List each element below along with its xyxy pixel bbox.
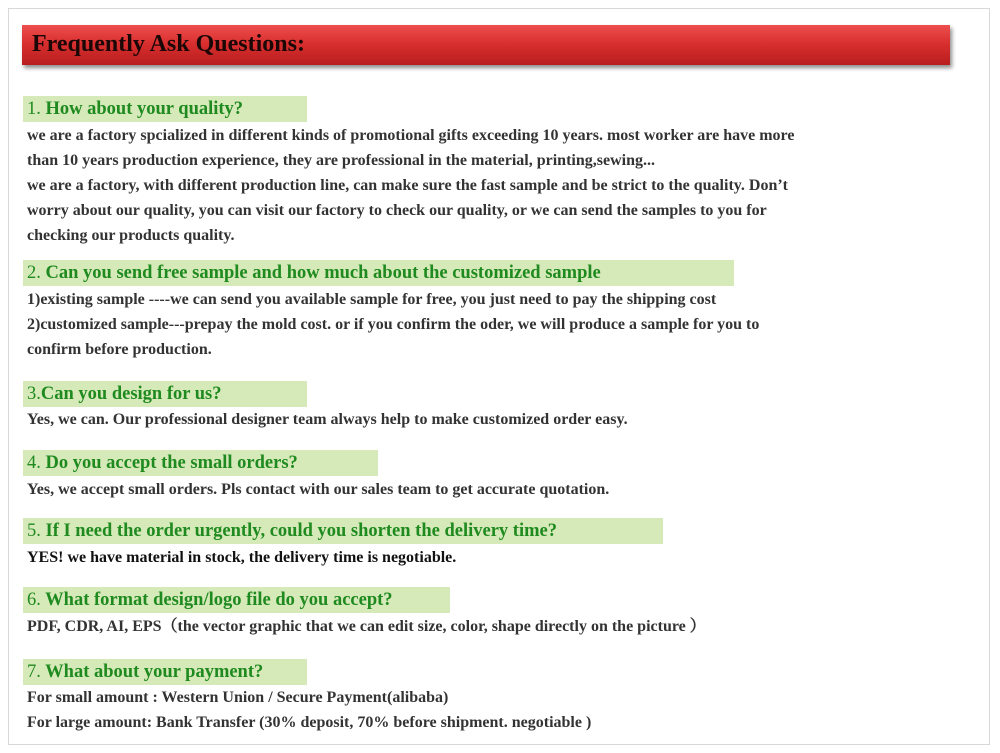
answer-line: we are a factory, with different production line, can make sure the fast sample and be strict to the quality. Don’t [27,177,788,194]
faq-question-text: What about your payment? [45,662,264,682]
faq-question-5 [23,518,663,544]
faq-question-4 [23,450,378,476]
faq-question-text: How about your quality? [45,99,244,119]
answer-line: For large amount: Bank Transfer (30% deposit, 70% before shipment. negotiable ) [27,714,592,731]
faq-question-2 [23,260,734,286]
faq-number: 1. [27,99,41,119]
faq-question-text: If I need the order urgently, could you shorten the delivery time? [45,521,557,541]
faq-number: 4. [27,453,41,473]
faq-question-text: Can you send free sample and how much about the customized sample [45,263,601,283]
faq-answer-3 [27,407,957,432]
answer-line: PDF, CDR, AI, EPS（the vector graphic that we can edit size, color, shape directly on the picture ） [27,618,706,635]
faq-question-7 [23,659,307,685]
faq-question-text: Do you accept the small orders? [45,453,298,473]
answer-line: YES! we have material in stock, the delivery time is negotiable. [27,549,457,566]
faq-number: 3. [27,384,41,404]
faq-question-6 [23,587,450,613]
answer-line: than 10 years production experience, they are professional in the material, printing,sewing... [27,152,655,169]
faq-answer-2 [27,287,957,362]
faq-banner [22,25,950,65]
faq-question-1 [23,96,307,122]
answer-line: For small amount : Western Union / Secure Payment(alibaba) [27,689,449,706]
page-title: Frequently Ask Questions: [32,31,305,57]
faq-answer-5 [27,545,957,570]
answer-line: 1)existing sample ----we can send you available sample for free, you just need to pay the shipping cost [27,291,717,308]
faq-number: 2. [27,263,41,283]
answer-line: 2)customized sample---prepay the mold cost. or if you confirm the oder, we will produce a sample for you to [27,316,760,333]
faq-answer-1 [27,123,957,248]
faq-number: 7. [27,662,41,682]
answer-line: confirm before production. [27,341,212,358]
faq-answer-7 [27,685,957,735]
faq-question-3 [23,381,307,407]
faq-question-text: What format design/logo file do you accept? [45,590,393,610]
answer-line: Yes, we can. Our professional designer team always help to make customized order easy. [27,411,628,428]
faq-answer-6 [27,614,957,639]
answer-line: we are a factory spcialized in different kinds of promotional gifts exceeding 10 years. most worker are have more [27,127,795,144]
answer-line: Yes, we accept small orders. Pls contact with our sales team to get accurate quotation. [27,481,610,498]
answer-line: worry about our quality, you can visit our factory to check our quality, or we can send the samples to you for [27,202,767,219]
faq-number: 6. [27,590,41,610]
faq-question-text: Can you design for us? [40,384,222,404]
answer-line: checking our products quality. [27,227,235,244]
faq-number: 5. [27,521,41,541]
faq-answer-4 [27,477,957,502]
